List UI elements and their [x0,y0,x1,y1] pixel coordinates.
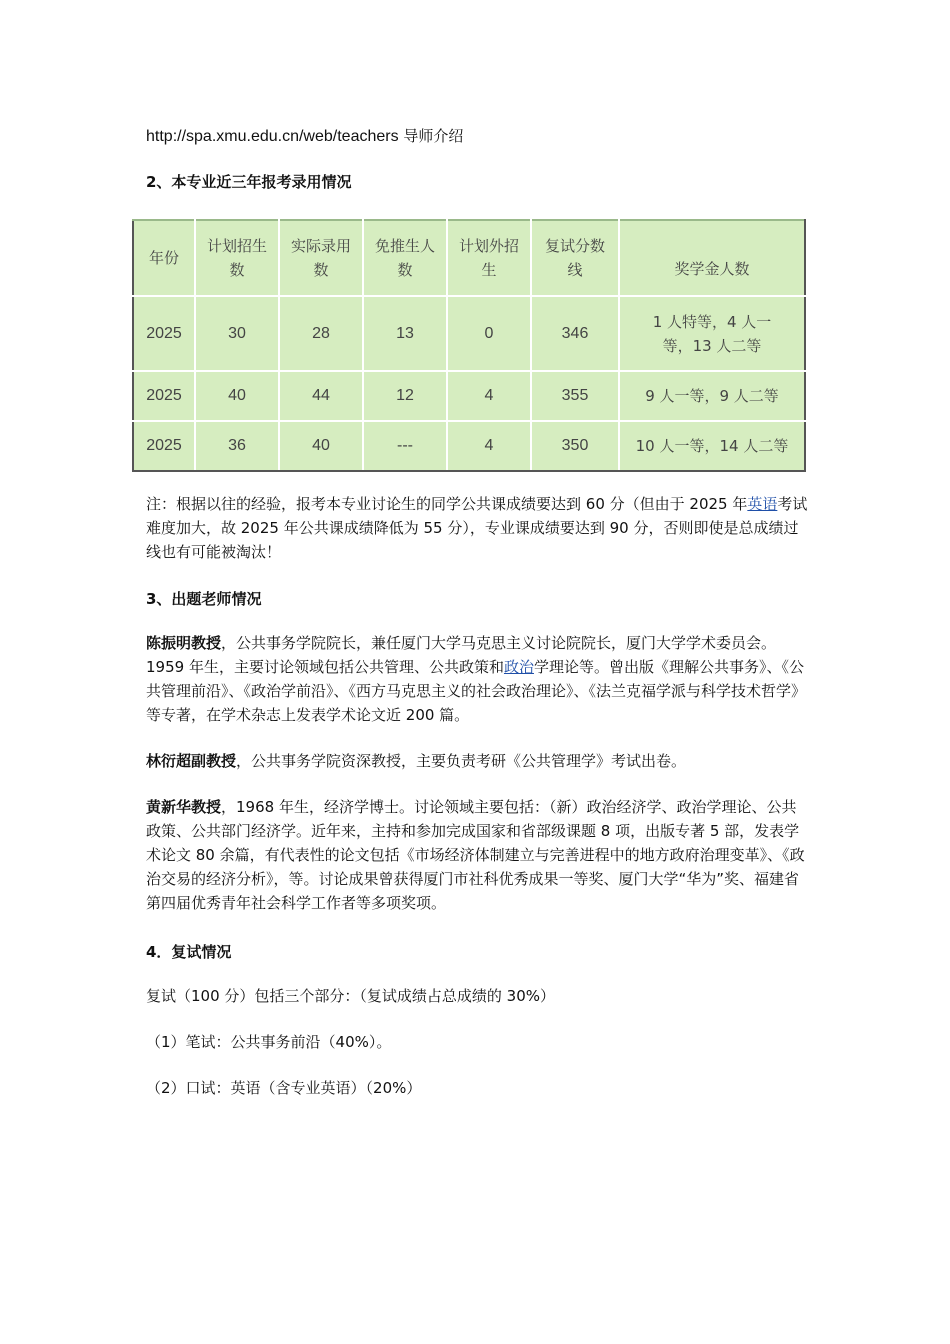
teacher-bio: ，公共事务学院院长，兼任厦门大学马克思主义讨论院院长，厦门大学学术委员会。1959 年生，主要讨论领域包括公共管理、公共政策和 [146,634,777,676]
header-cell: 年份 [133,220,195,296]
table-cell: 13 [363,296,447,371]
table-cell: 4 [447,371,531,421]
header-cell: 奖学金人数 [619,220,805,296]
teacher-paragraph [146,631,810,727]
admission-table [132,219,806,472]
document-body [146,120,810,192]
teacher-paragraph [146,795,810,915]
table-row [133,296,805,371]
table-row [133,371,805,421]
table-cell: 346 [531,296,619,371]
note-paragraph [146,492,810,564]
teacher-name: 黄新华教授 [146,798,222,816]
table-cell: 4 [447,421,531,471]
retest-item: （1）笔试：公共事务前沿（40%）。 [146,1033,392,1051]
teachers-url[interactable]: http://spa.xmu.edu.cn/web/teachers [146,128,399,145]
table-cell: --- [363,421,447,471]
table-cell: 2025 [133,421,195,471]
header-cell: 复试分数线 [531,220,619,296]
table-header-row [133,220,805,296]
note-text: 考试难度加大，故 2025 年公共课成绩降低为 55 分），专业课成绩要达到 90 分，否则即使是总成绩过线也有可能被淘汰！ [146,495,808,561]
url-line [146,124,810,149]
table-cell: 0 [447,296,531,371]
teacher-name: 林衍超副教授 [146,752,237,770]
document-body-lower [146,492,810,1100]
header-cell: 计划招生数 [195,220,279,296]
table-cell: 28 [279,296,363,371]
table-cell: 12 [363,371,447,421]
header-cell: 免推生人数 [363,220,447,296]
table-row [133,421,805,471]
teacher-bio: ，公共事务学院资深教授，主要负责考研《公共管理学》考试出卷。 [236,752,687,770]
teacher-name: 陈振明教授 [146,634,222,652]
note-text: 注：根据以往的经验，报考本专业讨论生的同学公共课成绩要达到 60 分（但由于 2025 年 [146,495,748,513]
section-2-heading: 2、本专业近三年报考录用情况 [146,173,352,191]
retest-item: （2）口试：英语（含专业英语）（20%） [146,1079,422,1097]
politics-link[interactable]: 政治 [503,658,534,676]
table-cell: 2025 [133,296,195,371]
table-cell: 30 [195,296,279,371]
teacher-bio: 学理论等。曾出版《理解公共事务》、《公共管理前沿》、《政治学前沿》、《西方马克思主义的社会政治理论》、《法兰克福学派与科学技术哲学》等专著，在学术杂志上发表学术论文近 200 篇。 [146,658,807,724]
table-cell: 2025 [133,371,195,421]
table-cell: 44 [279,371,363,421]
table-cell: 10 人一等，14 人二等 [619,421,805,471]
english-link[interactable]: 英语 [747,495,778,513]
table-cell: 9 人一等，9 人二等 [619,371,805,421]
table-cell: 355 [531,371,619,421]
section-4-heading: 4．复试情况 [146,943,232,961]
teacher-bio: ，1968 年生，经济学博士。讨论领域主要包括：（新）政治经济学、政治学理论、公共政策、公共部门经济学。近年来，主持和参加完成国家和省部级课题 8 项，出版专著 5 部，发表学术论文 80 余篇，有代表性的论文包括《市场经济体制建立与完善进程中的地方政府治理变革》、《政治交易的经济分析》，等。讨论成果曾获得厦门市社科优秀成果一等奖、厦门大学“华为”奖、福建省第四届优秀青年社会科学工作者等多项奖项。 [146,798,805,912]
section-3-heading: 3、出题老师情况 [146,590,262,608]
header-cell: 计划外招生 [447,220,531,296]
url-label: 导师介绍 [398,127,464,145]
retest-intro: 复试（100 分）包括三个部分：（复试成绩占总成绩的 30%） [146,987,556,1005]
table-cell: 40 [195,371,279,421]
header-cell: 实际录用数 [279,220,363,296]
table-cell: 40 [279,421,363,471]
table-cell: 1 人特等，4 人一等，13 人二等 [619,296,805,371]
table-cell: 36 [195,421,279,471]
teacher-paragraph [146,749,810,773]
table-cell: 350 [531,421,619,471]
